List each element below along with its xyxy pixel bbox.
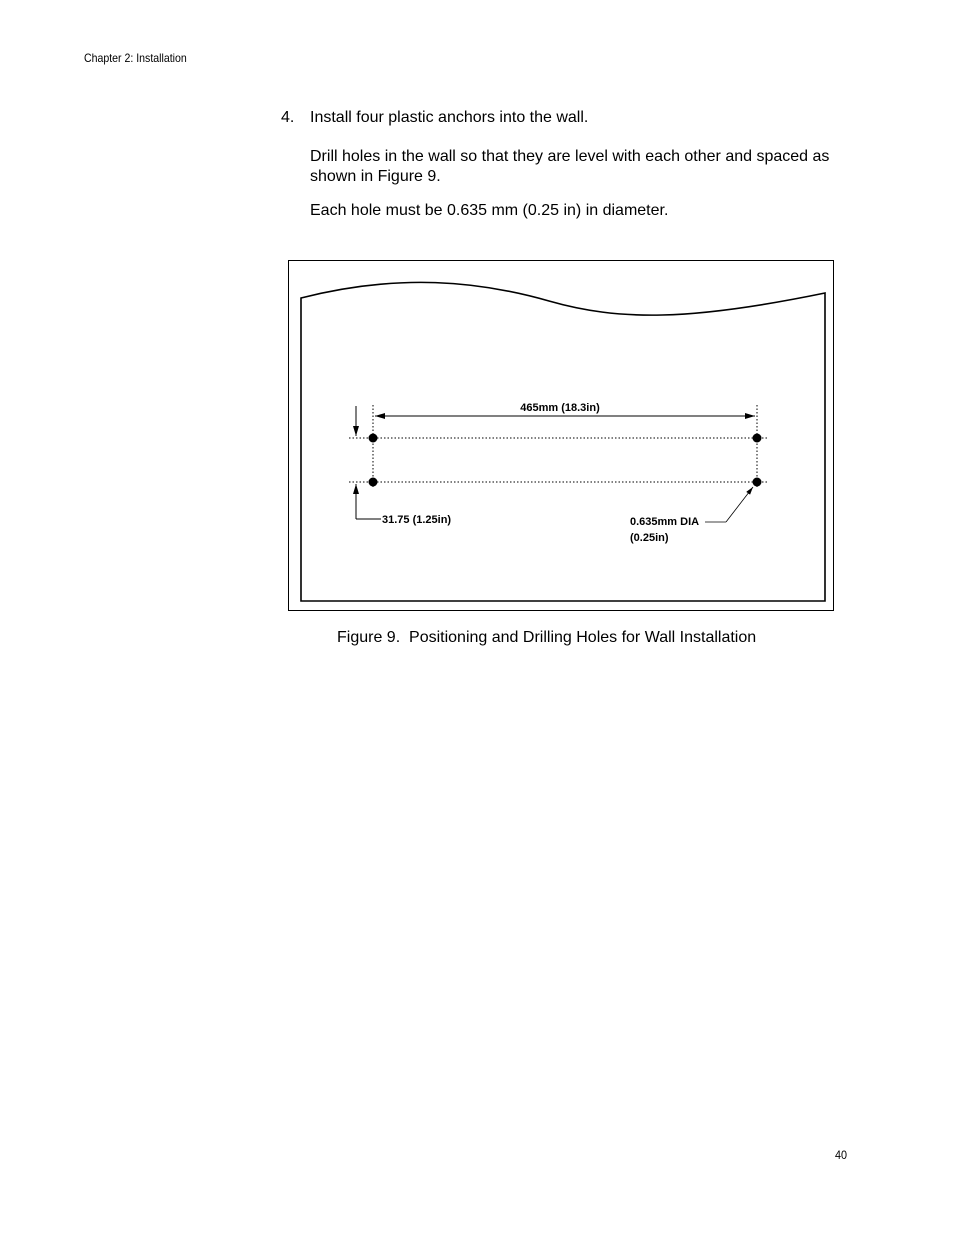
vertical-dimension-label: 31.75 (1.25in) — [382, 514, 452, 526]
figure-frame — [288, 260, 834, 611]
figure-caption: Figure 9. Positioning and Drilling Holes for Wall Installation — [337, 629, 757, 646]
hole-leader-diagonal — [726, 487, 753, 522]
hole-diameter-label-line1: 0.635mm DIA — [630, 516, 700, 528]
hole-top-left — [369, 434, 378, 443]
wall-outline — [301, 282, 825, 601]
step-number: 4. — [281, 109, 295, 126]
hole-bottom-right — [753, 478, 762, 487]
step-paragraph-diameter: Each hole must be 0.635 mm (0.25 in) in diameter. — [310, 202, 669, 219]
hole-bottom-left — [369, 478, 378, 487]
hole-diameter-label-line2: (0.25in) — [630, 532, 669, 544]
hole-top-right — [753, 434, 762, 443]
page-number: 40 — [835, 1148, 848, 1162]
step-title: Install four plastic anchors into the wall. — [310, 109, 589, 126]
step-paragraph-drill: Drill holes in the wall so that they are level with each other and spaced as shown in Figure 9. — [310, 148, 830, 185]
running-header: Chapter 2: Installation — [84, 51, 187, 65]
wall-drilling-diagram — [289, 261, 835, 612]
horizontal-dimension-label: 465mm (18.3in) — [520, 402, 600, 414]
